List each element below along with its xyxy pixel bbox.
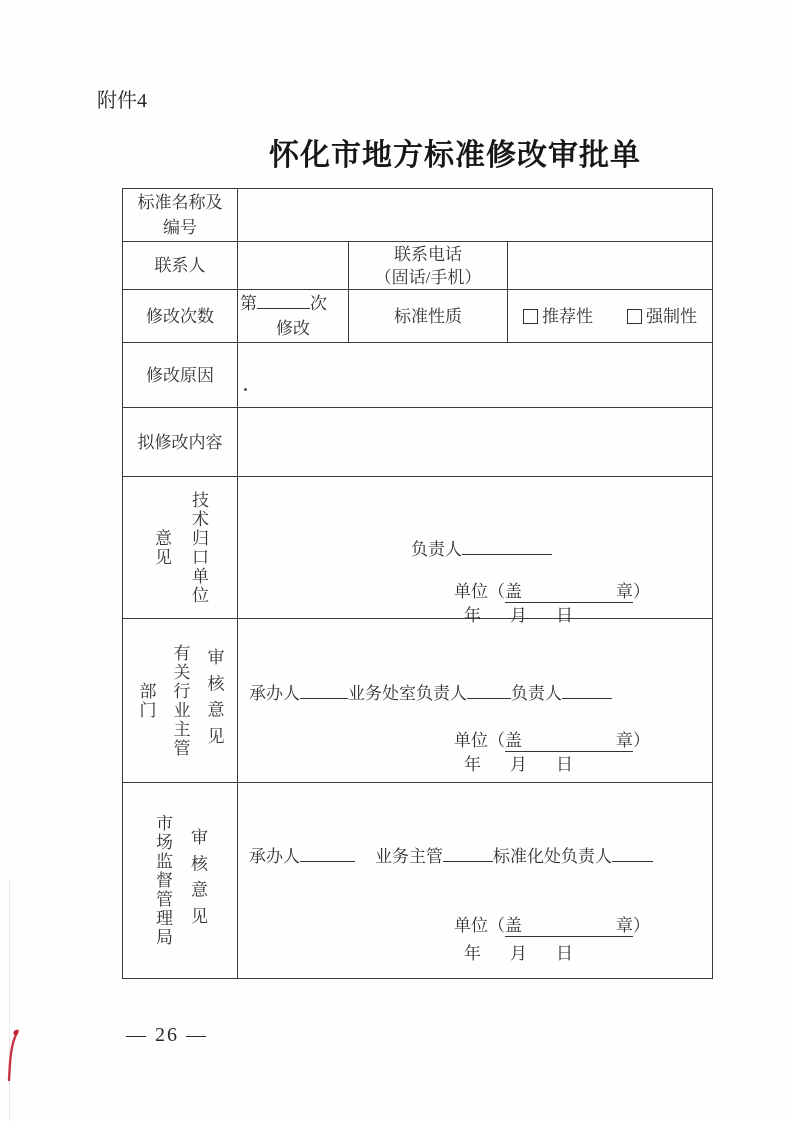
- standard-name-label-line2: 编号: [163, 218, 197, 237]
- seal-suffix: ）: [633, 916, 650, 935]
- checkbox-mandatory-box: [627, 309, 642, 324]
- date-month: 月: [510, 755, 527, 774]
- page-number: — 26 —: [126, 1024, 208, 1046]
- checkbox-recommended-label: 推荐性: [542, 306, 593, 326]
- industry-header: [123, 619, 238, 783]
- revision-count-label: 修改次数: [123, 290, 238, 343]
- approval-form-table: [122, 188, 713, 979]
- reason-value: [238, 343, 713, 408]
- signer-standards-office-blank: [612, 847, 653, 862]
- tech-unit-header-col-opinion: 意见: [152, 528, 171, 567]
- document-title: 怀化市地方标准修改审批单: [269, 139, 641, 172]
- date-day: 日: [556, 755, 573, 774]
- tech-unit-seal-line: [454, 579, 650, 604]
- seal-left-char: 盖: [505, 916, 522, 935]
- standard-name-label: [123, 189, 238, 242]
- checkbox-recommended-box: [523, 309, 538, 324]
- proposed-content-value: [238, 408, 713, 477]
- market-signers-line: [249, 844, 653, 869]
- contact-label: 联系人: [123, 242, 238, 290]
- date-year: 年: [464, 606, 481, 625]
- industry-seal-line: [454, 728, 650, 753]
- responsible-person-label: 负责人: [411, 540, 462, 559]
- contact-phone-label-line2: （固话/手机）: [374, 267, 482, 287]
- row-market-review: [123, 783, 713, 979]
- contact-phone-label: [349, 242, 508, 290]
- row-standard-name: [123, 189, 713, 242]
- row-reason: [123, 343, 713, 408]
- reason-label: 修改原因: [123, 343, 238, 408]
- row-contact: [123, 242, 713, 290]
- scan-edge-artifact: [9, 880, 10, 1121]
- industry-date-line: [464, 752, 573, 777]
- standard-name-value: [238, 189, 713, 242]
- signer-undertaker-blank: [300, 684, 348, 699]
- signer-office-head-blank: [467, 684, 511, 699]
- signer-business-head-label: 业务主管: [375, 847, 443, 866]
- seal-prefix: 单位（: [454, 916, 505, 935]
- signer-responsible-label: 负责人: [511, 684, 562, 703]
- attachment-label: 附件4: [97, 90, 147, 112]
- row-proposed-content: [123, 408, 713, 477]
- signer-business-head-blank: [443, 847, 493, 862]
- standard-nature-label: 标准性质: [349, 290, 508, 343]
- seal-right-char: 章: [616, 731, 633, 750]
- industry-header-col-review: 审核意见: [204, 647, 224, 754]
- standard-nature-options: [508, 290, 713, 343]
- responsible-person-line: [411, 537, 552, 562]
- contact-value: [238, 242, 349, 290]
- tech-unit-header-col-name: 技术归口单位: [189, 490, 208, 605]
- date-year: 年: [464, 944, 481, 963]
- market-date-line: [464, 941, 573, 966]
- checkbox-mandatory: [627, 304, 697, 329]
- row-tech-unit-opinion: [123, 477, 713, 619]
- signer-office-head-label: 业务处室负责人: [348, 684, 467, 703]
- contact-phone-label-line1: 联系电话: [394, 244, 462, 264]
- row-industry-review: [123, 619, 713, 783]
- responsible-person-blank: [462, 540, 552, 555]
- date-year: 年: [464, 755, 481, 774]
- revision-ordinal-line2: 修改: [276, 319, 310, 338]
- industry-signers-line: [249, 681, 612, 706]
- date-day: 日: [556, 944, 573, 963]
- signer-standards-office-label: 标准化处负责人: [493, 847, 612, 866]
- seal-suffix: ）: [633, 582, 650, 601]
- market-header-col-review: 审核意见: [188, 827, 207, 934]
- industry-header-col-name: 有关行业主管: [170, 643, 190, 758]
- ordinal-suffix: 次: [310, 294, 327, 313]
- tech-unit-header: [123, 477, 238, 619]
- market-seal-line: [454, 913, 650, 938]
- ordinal-blank-line: [257, 294, 310, 309]
- seal-prefix: 单位（: [454, 582, 505, 601]
- row-revision: [123, 290, 713, 343]
- seal-right-char: 章: [616, 916, 633, 935]
- market-content: [238, 783, 713, 979]
- signer-undertaker-blank: [300, 847, 355, 862]
- revision-ordinal-line1: [238, 291, 348, 316]
- signer-undertaker-label: 承办人: [249, 684, 300, 703]
- standard-name-label-line1: 标准名称及: [137, 193, 223, 212]
- market-header: [123, 783, 238, 979]
- seal-left-char: 盖: [505, 582, 522, 601]
- signer-undertaker-label: 承办人: [249, 847, 300, 866]
- date-month: 月: [510, 944, 527, 963]
- signer-responsible-blank: [562, 684, 612, 699]
- red-ink-mark: [6, 1028, 22, 1084]
- checkbox-recommended: [523, 304, 593, 329]
- checkbox-mandatory-label: 强制性: [646, 306, 697, 326]
- industry-header-col-dept: 部门: [136, 681, 156, 720]
- date-day: 日: [556, 606, 573, 625]
- seal-suffix: ）: [633, 731, 650, 750]
- contact-phone-value: [508, 242, 713, 290]
- proposed-content-label: 拟修改内容: [123, 408, 238, 477]
- revision-ordinal-cell: [238, 290, 349, 343]
- stray-dot-artifact: [244, 388, 247, 391]
- seal-right-char: 章: [616, 582, 633, 601]
- ordinal-prefix: 第: [240, 294, 257, 313]
- date-month: 月: [510, 606, 527, 625]
- market-header-col-name: 市场监督管理局: [153, 814, 172, 947]
- seal-prefix: 单位（: [454, 731, 505, 750]
- tech-unit-content: [238, 477, 713, 625]
- industry-content: [238, 619, 713, 783]
- seal-left-char: 盖: [505, 731, 522, 750]
